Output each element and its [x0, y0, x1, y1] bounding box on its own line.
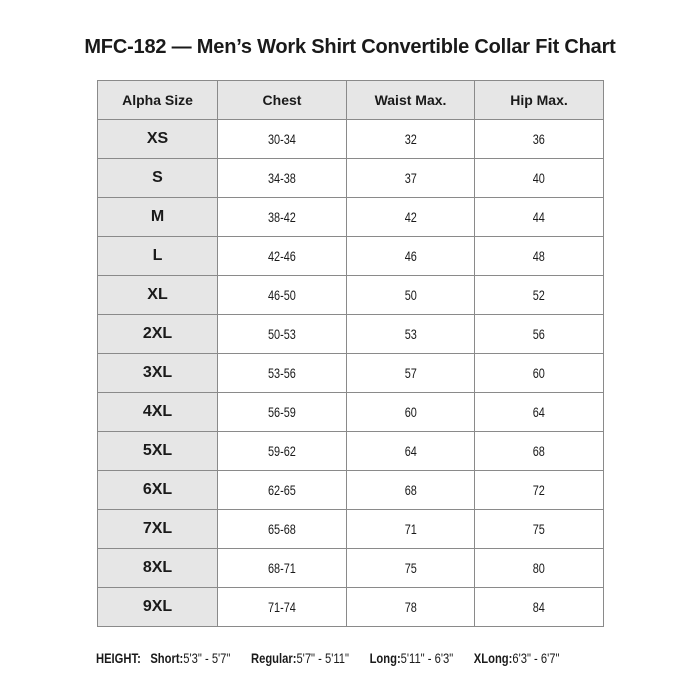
size-cell: 8XL	[98, 549, 218, 588]
chest-cell	[218, 276, 347, 315]
chest-value: 62-65	[268, 482, 296, 498]
hip-value: 48	[532, 248, 546, 264]
waist-cell	[347, 549, 475, 588]
waist-cell	[347, 432, 475, 471]
hip-cell	[475, 198, 604, 237]
waist-cell	[347, 159, 475, 198]
waist-cell	[347, 588, 475, 627]
table-row	[98, 198, 604, 237]
chest-value: 46-50	[268, 287, 296, 303]
hip-cell	[475, 159, 604, 198]
hip-cell	[475, 237, 604, 276]
hip-value: 84	[532, 599, 546, 615]
height-xlong-label: XLong:	[473, 650, 513, 666]
chest-value: 59-62	[268, 443, 296, 459]
chest-value: 30-34	[268, 131, 296, 147]
waist-cell	[347, 354, 475, 393]
hip-cell	[475, 276, 604, 315]
chest-cell	[218, 198, 347, 237]
hip-cell	[475, 471, 604, 510]
chest-cell	[218, 432, 347, 471]
hip-cell	[475, 510, 604, 549]
size-cell: XS	[98, 120, 218, 159]
table-header-row	[98, 81, 604, 120]
hip-cell	[475, 588, 604, 627]
header-alpha-size: Alpha Size	[98, 81, 218, 120]
size-cell: 7XL	[98, 510, 218, 549]
hip-value: 60	[532, 365, 546, 381]
height-regular-value: 5'7" - 5'11"	[296, 650, 349, 666]
table-row	[98, 237, 604, 276]
chest-cell	[218, 471, 347, 510]
height-long-value: 5'11" - 6'3"	[400, 650, 454, 666]
waist-value: 68	[404, 482, 417, 498]
waist-value: 32	[404, 131, 417, 147]
height-legend	[96, 650, 559, 666]
height-short-value: 5'3" - 5'7"	[183, 650, 231, 666]
chest-cell	[218, 588, 347, 627]
table-row	[98, 588, 604, 627]
size-cell: L	[98, 237, 218, 276]
hip-value: 68	[532, 443, 546, 459]
chest-value: 65-68	[268, 521, 296, 537]
chest-value: 42-46	[268, 248, 296, 264]
waist-value: 46	[404, 248, 417, 264]
height-label: HEIGHT:	[96, 650, 141, 666]
waist-value: 50	[404, 287, 417, 303]
chest-value: 34-38	[268, 170, 296, 186]
chest-cell	[218, 159, 347, 198]
size-cell: S	[98, 159, 218, 198]
waist-cell	[347, 198, 475, 237]
fit-chart-table	[97, 80, 604, 627]
waist-cell	[347, 120, 475, 159]
waist-value: 71	[404, 521, 417, 537]
hip-value: 75	[532, 521, 546, 537]
chest-cell	[218, 120, 347, 159]
height-xlong-value: 6'3" - 6'7"	[512, 650, 560, 666]
waist-value: 37	[404, 170, 417, 186]
chart-title: MFC-182 — Men’s Work Shirt Convertible Collar Fit Chart	[84, 36, 616, 58]
chest-value: 50-53	[268, 326, 296, 342]
chest-cell	[218, 549, 347, 588]
size-cell: 4XL	[98, 393, 218, 432]
height-short-label: Short:	[150, 650, 184, 666]
size-cell: 3XL	[98, 354, 218, 393]
size-cell: XL	[98, 276, 218, 315]
height-long-label: Long:	[369, 650, 401, 666]
waist-cell	[347, 315, 475, 354]
hip-cell	[475, 120, 604, 159]
waist-cell	[347, 393, 475, 432]
hip-cell	[475, 354, 604, 393]
header-chest: Chest	[218, 81, 347, 120]
height-regular-label: Regular:	[251, 650, 297, 666]
hip-value: 80	[532, 560, 546, 576]
chest-cell	[218, 315, 347, 354]
chest-cell	[218, 237, 347, 276]
chest-cell	[218, 354, 347, 393]
waist-value: 42	[404, 209, 417, 225]
hip-value: 72	[532, 482, 546, 498]
hip-cell	[475, 393, 604, 432]
waist-value: 60	[404, 404, 417, 420]
hip-value: 44	[532, 209, 546, 225]
chest-value: 71-74	[268, 599, 296, 615]
table-row	[98, 510, 604, 549]
hip-value: 64	[532, 404, 546, 420]
table-row	[98, 354, 604, 393]
chest-value: 38-42	[268, 209, 296, 225]
chest-value: 68-71	[268, 560, 296, 576]
waist-cell	[347, 471, 475, 510]
table-row	[98, 120, 604, 159]
hip-value: 40	[532, 170, 546, 186]
table-row	[98, 276, 604, 315]
waist-cell	[347, 510, 475, 549]
waist-value: 64	[404, 443, 417, 459]
size-cell: 9XL	[98, 588, 218, 627]
table-row	[98, 549, 604, 588]
waist-value: 57	[404, 365, 417, 381]
chest-value: 53-56	[268, 365, 296, 381]
hip-value: 52	[532, 287, 546, 303]
table-row	[98, 432, 604, 471]
chest-value: 56-59	[268, 404, 296, 420]
waist-value: 75	[404, 560, 417, 576]
size-cell: 2XL	[98, 315, 218, 354]
table-row	[98, 471, 604, 510]
chest-cell	[218, 393, 347, 432]
header-hip-max: Hip Max.	[475, 81, 604, 120]
size-cell: M	[98, 198, 218, 237]
hip-cell	[475, 549, 604, 588]
size-cell: 6XL	[98, 471, 218, 510]
hip-cell	[475, 315, 604, 354]
table-row	[98, 159, 604, 198]
chest-cell	[218, 510, 347, 549]
table-row	[98, 315, 604, 354]
hip-value: 36	[532, 131, 546, 147]
waist-value: 53	[404, 326, 417, 342]
waist-cell	[347, 276, 475, 315]
header-waist-max: Waist Max.	[347, 81, 475, 120]
hip-value: 56	[532, 326, 546, 342]
hip-cell	[475, 432, 604, 471]
waist-value: 78	[404, 599, 417, 615]
size-cell: 5XL	[98, 432, 218, 471]
waist-cell	[347, 237, 475, 276]
table-row	[98, 393, 604, 432]
